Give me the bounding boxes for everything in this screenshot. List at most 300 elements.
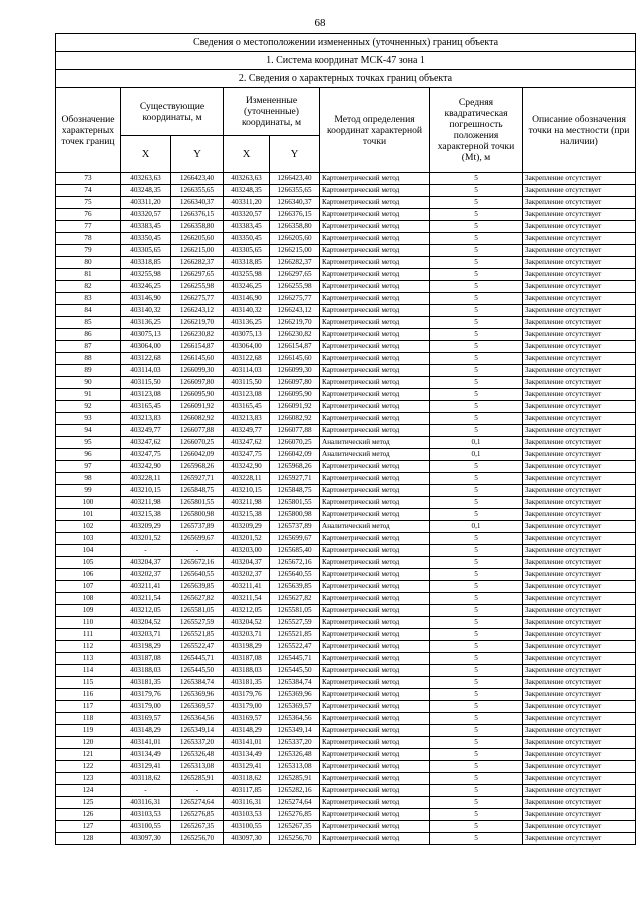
point-id-cell: 107 [56, 581, 121, 593]
updated-x-cell: 403318,85 [224, 257, 270, 269]
accuracy-cell: 5 [430, 761, 523, 773]
accuracy-cell: 5 [430, 245, 523, 257]
description-cell: Закрепление отсутствует [523, 281, 636, 293]
existing-x-cell: 403134,49 [121, 749, 171, 761]
existing-x-cell: 403100,55 [121, 821, 171, 833]
description-cell: Закрепление отсутствует [523, 785, 636, 797]
updated-y-cell: 1265364,56 [270, 713, 320, 725]
existing-y-cell: 1266340,37 [171, 197, 224, 209]
existing-x-cell: 403255,98 [121, 269, 171, 281]
updated-y-cell: 1265801,55 [270, 497, 320, 509]
description-cell: Закрепление отсутствует [523, 809, 636, 821]
method-cell: Картометрический метод [320, 329, 430, 341]
existing-y-cell: 1266091,92 [171, 401, 224, 413]
updated-y-cell: 1265527,59 [270, 617, 320, 629]
method-cell: Картометрический метод [320, 221, 430, 233]
updated-y-cell: 1266042,09 [270, 449, 320, 461]
accuracy-cell: 5 [430, 749, 523, 761]
point-id-cell: 97 [56, 461, 121, 473]
description-cell: Закрепление отсутствует [523, 557, 636, 569]
table-row [56, 821, 636, 833]
point-id-cell: 102 [56, 521, 121, 533]
existing-x-cell: 403248,35 [121, 185, 171, 197]
updated-y-cell: 1266091,92 [270, 401, 320, 413]
point-id-cell: 115 [56, 677, 121, 689]
updated-x-cell: 403350,45 [224, 233, 270, 245]
table-row [56, 593, 636, 605]
table-row [56, 281, 636, 293]
updated-x-cell: 403141,01 [224, 737, 270, 749]
description-cell: Закрепление отсутствует [523, 377, 636, 389]
updated-x-cell: 403129,41 [224, 761, 270, 773]
updated-x-cell: 403215,38 [224, 509, 270, 521]
point-id-cell: 120 [56, 737, 121, 749]
updated-x-cell: 403228,11 [224, 473, 270, 485]
existing-x-cell: 403247,62 [121, 437, 171, 449]
description-cell: Закрепление отсутствует [523, 437, 636, 449]
method-cell: Картометрический метод [320, 509, 430, 521]
method-cell: Картометрический метод [320, 569, 430, 581]
updated-y-cell: 1265445,50 [270, 665, 320, 677]
existing-y-cell: 1266243,12 [171, 305, 224, 317]
description-cell: Закрепление отсутствует [523, 725, 636, 737]
description-cell: Закрепление отсутствует [523, 701, 636, 713]
description-cell: Закрепление отсутствует [523, 317, 636, 329]
point-id-cell: 85 [56, 317, 121, 329]
accuracy-cell: 5 [430, 797, 523, 809]
description-cell: Закрепление отсутствует [523, 449, 636, 461]
updated-y-cell: 1266145,60 [270, 353, 320, 365]
existing-y-cell: 1266230,82 [171, 329, 224, 341]
updated-x-cell: 403242,90 [224, 461, 270, 473]
point-id-cell: 109 [56, 605, 121, 617]
method-cell: Картометрический метод [320, 581, 430, 593]
description-cell: Закрепление отсутствует [523, 653, 636, 665]
description-cell: Закрепление отсутствует [523, 617, 636, 629]
existing-x-cell: 403116,31 [121, 797, 171, 809]
description-cell: Закрепление отсутствует [523, 689, 636, 701]
point-id-cell: 98 [56, 473, 121, 485]
description-cell: Закрепление отсутствует [523, 629, 636, 641]
updated-y-cell: 1265522,47 [270, 641, 320, 653]
method-cell: Картометрический метод [320, 761, 430, 773]
existing-x-cell: 403188,03 [121, 665, 171, 677]
existing-y-cell: 1266255,98 [171, 281, 224, 293]
point-id-cell: 103 [56, 533, 121, 545]
updated-y-cell: 1265639,85 [270, 581, 320, 593]
existing-x-cell: 403305,65 [121, 245, 171, 257]
updated-x-cell: 403122,68 [224, 353, 270, 365]
existing-y-cell: 1266275,77 [171, 293, 224, 305]
accuracy-cell: 5 [430, 533, 523, 545]
point-id-cell: 75 [56, 197, 121, 209]
existing-y-cell: 1265848,75 [171, 485, 224, 497]
existing-y-cell: 1265699,67 [171, 533, 224, 545]
accuracy-cell: 5 [430, 257, 523, 269]
accuracy-cell: 5 [430, 293, 523, 305]
method-cell: Картометрический метод [320, 209, 430, 221]
updated-x-cell: 403305,65 [224, 245, 270, 257]
method-cell: Картометрический метод [320, 317, 430, 329]
method-cell: Картометрический метод [320, 233, 430, 245]
existing-x-cell: 403122,68 [121, 353, 171, 365]
existing-y-cell: 1265445,71 [171, 653, 224, 665]
existing-y-cell: 1265639,85 [171, 581, 224, 593]
method-cell: Картометрический метод [320, 701, 430, 713]
updated-x-cell: 403146,90 [224, 293, 270, 305]
method-cell: Картометрический метод [320, 533, 430, 545]
existing-x-cell: 403165,45 [121, 401, 171, 413]
table-row [56, 653, 636, 665]
col-method-header: Метод определения координат характерной точки [320, 88, 430, 173]
accuracy-cell: 5 [430, 617, 523, 629]
point-id-cell: 93 [56, 413, 121, 425]
point-id-cell: 86 [56, 329, 121, 341]
existing-y-cell: 1266070,25 [171, 437, 224, 449]
updated-x-cell: 403203,71 [224, 629, 270, 641]
method-cell: Картометрический метод [320, 401, 430, 413]
existing-y-cell: 1266297,65 [171, 269, 224, 281]
table-row [56, 629, 636, 641]
point-id-cell: 87 [56, 341, 121, 353]
accuracy-cell: 5 [430, 305, 523, 317]
table-row [56, 701, 636, 713]
table-row [56, 677, 636, 689]
accuracy-cell: 5 [430, 473, 523, 485]
updated-x-cell: 403204,52 [224, 617, 270, 629]
table-row [56, 173, 636, 185]
existing-y-cell: 1265445,50 [171, 665, 224, 677]
existing-y-cell: 1265313,08 [171, 761, 224, 773]
updated-x-cell: 403103,53 [224, 809, 270, 821]
updated-y-cell: 1265737,89 [270, 521, 320, 533]
boundary-points-table [55, 33, 636, 845]
method-cell: Аналитический метод [320, 521, 430, 533]
table-row [56, 293, 636, 305]
existing-x-cell: 403263,63 [121, 173, 171, 185]
existing-y-cell: 1266376,15 [171, 209, 224, 221]
updated-y-cell: 1265256,70 [270, 833, 320, 845]
method-cell: Картометрический метод [320, 545, 430, 557]
updated-x-cell: 403211,98 [224, 497, 270, 509]
accuracy-cell: 5 [430, 317, 523, 329]
accuracy-cell: 5 [430, 809, 523, 821]
accuracy-cell: 5 [430, 605, 523, 617]
updated-y-cell: 1265800,98 [270, 509, 320, 521]
method-cell: Картометрический метод [320, 269, 430, 281]
description-cell: Закрепление отсутствует [523, 521, 636, 533]
table-row [56, 209, 636, 221]
existing-x-cell: 403097,30 [121, 833, 171, 845]
method-cell: Картометрический метод [320, 629, 430, 641]
existing-x-cell: 403179,00 [121, 701, 171, 713]
updated-x-cell: 403118,62 [224, 773, 270, 785]
updated-x-cell: 403255,98 [224, 269, 270, 281]
existing-x-cell: 403187,08 [121, 653, 171, 665]
updated-x-cell: 403179,00 [224, 701, 270, 713]
accuracy-cell: 5 [430, 713, 523, 725]
accuracy-cell: 5 [430, 593, 523, 605]
existing-x-cell: - [121, 785, 171, 797]
table-row [56, 269, 636, 281]
existing-y-cell: 1265369,57 [171, 701, 224, 713]
existing-x-cell: 403204,52 [121, 617, 171, 629]
updated-x-cell: 403097,30 [224, 833, 270, 845]
point-id-cell: 92 [56, 401, 121, 413]
method-cell: Картометрический метод [320, 341, 430, 353]
existing-x-cell: 403383,45 [121, 221, 171, 233]
table-row [56, 497, 636, 509]
method-cell: Картометрический метод [320, 173, 430, 185]
method-cell: Картометрический метод [320, 185, 430, 197]
table-row [56, 689, 636, 701]
existing-y-cell: 1266358,80 [171, 221, 224, 233]
accuracy-cell: 5 [430, 725, 523, 737]
updated-x-cell: 403248,35 [224, 185, 270, 197]
method-cell: Картометрический метод [320, 677, 430, 689]
col-updated-y-header: Y [270, 136, 320, 173]
point-id-cell: 126 [56, 809, 121, 821]
accuracy-cell: 5 [430, 233, 523, 245]
method-cell: Картометрический метод [320, 365, 430, 377]
accuracy-cell: 5 [430, 557, 523, 569]
updated-x-cell: 403212,05 [224, 605, 270, 617]
description-cell: Закрепление отсутствует [523, 209, 636, 221]
col-updated-coords-header: Измененные (уточненные) координаты, м [224, 88, 320, 136]
description-cell: Закрепление отсутствует [523, 761, 636, 773]
accuracy-cell: 5 [430, 365, 523, 377]
description-cell: Закрепление отсутствует [523, 833, 636, 845]
description-cell: Закрепление отсутствует [523, 293, 636, 305]
description-cell: Закрепление отсутствует [523, 353, 636, 365]
table-row [56, 221, 636, 233]
existing-x-cell: 403202,37 [121, 569, 171, 581]
accuracy-cell: 5 [430, 773, 523, 785]
table-row [56, 353, 636, 365]
method-cell: Картометрический метод [320, 833, 430, 845]
table-title: Сведения о местоположении измененных (уточненных) границ объекта [56, 34, 636, 52]
updated-x-cell: 403123,08 [224, 389, 270, 401]
existing-y-cell: 1265274,64 [171, 797, 224, 809]
method-cell: Картометрический метод [320, 245, 430, 257]
description-cell: Закрепление отсутствует [523, 389, 636, 401]
table-row [56, 449, 636, 461]
updated-y-cell: 1265699,67 [270, 533, 320, 545]
col-existing-x-header: X [121, 136, 171, 173]
existing-y-cell: 1265968,26 [171, 461, 224, 473]
existing-y-cell: 1266042,09 [171, 449, 224, 461]
description-cell: Закрепление отсутствует [523, 197, 636, 209]
point-id-cell: 82 [56, 281, 121, 293]
updated-x-cell: 403100,55 [224, 821, 270, 833]
existing-y-cell: 1266097,80 [171, 377, 224, 389]
method-cell: Картометрический метод [320, 461, 430, 473]
existing-y-cell: - [171, 785, 224, 797]
updated-x-cell: 403211,54 [224, 593, 270, 605]
updated-x-cell: 403134,49 [224, 749, 270, 761]
existing-y-cell: 1265527,59 [171, 617, 224, 629]
method-cell: Картометрический метод [320, 665, 430, 677]
updated-y-cell: 1265349,14 [270, 725, 320, 737]
existing-y-cell: 1265581,05 [171, 605, 224, 617]
point-id-cell: 95 [56, 437, 121, 449]
accuracy-cell: 5 [430, 737, 523, 749]
updated-y-cell: 1265267,35 [270, 821, 320, 833]
point-id-cell: 125 [56, 797, 121, 809]
description-cell: Закрепление отсутствует [523, 569, 636, 581]
method-cell: Картометрический метод [320, 353, 430, 365]
method-cell: Картометрический метод [320, 821, 430, 833]
col-description-header: Описание обозначения точки на местности (при наличии) [523, 88, 636, 173]
accuracy-cell: 5 [430, 389, 523, 401]
accuracy-cell: 5 [430, 581, 523, 593]
updated-y-cell: 1266297,65 [270, 269, 320, 281]
table-row [56, 545, 636, 557]
accuracy-cell: 5 [430, 485, 523, 497]
description-cell: Закрепление отсутствует [523, 545, 636, 557]
description-cell: Закрепление отсутствует [523, 677, 636, 689]
point-id-cell: 78 [56, 233, 121, 245]
existing-y-cell: 1266145,60 [171, 353, 224, 365]
method-cell: Картометрический метод [320, 257, 430, 269]
point-id-cell: 124 [56, 785, 121, 797]
points-section-heading: 2. Сведения о характерных точках границ объекта [56, 70, 636, 88]
existing-y-cell: 1265384,74 [171, 677, 224, 689]
table-row [56, 257, 636, 269]
table-row [56, 617, 636, 629]
accuracy-cell: 5 [430, 701, 523, 713]
existing-x-cell: 403148,29 [121, 725, 171, 737]
updated-y-cell: 1266099,30 [270, 365, 320, 377]
updated-y-cell: 1266230,82 [270, 329, 320, 341]
table-row [56, 833, 636, 845]
updated-y-cell: 1265968,26 [270, 461, 320, 473]
updated-y-cell: 1266275,77 [270, 293, 320, 305]
description-cell: Закрепление отсутствует [523, 749, 636, 761]
method-cell: Картометрический метод [320, 497, 430, 509]
updated-y-cell: 1266243,12 [270, 305, 320, 317]
updated-x-cell: 403202,37 [224, 569, 270, 581]
point-id-cell: 83 [56, 293, 121, 305]
point-id-cell: 112 [56, 641, 121, 653]
description-cell: Закрепление отсутствует [523, 425, 636, 437]
accuracy-cell: 5 [430, 173, 523, 185]
existing-x-cell: 403213,83 [121, 413, 171, 425]
existing-y-cell: 1265521,85 [171, 629, 224, 641]
existing-x-cell: 403246,25 [121, 281, 171, 293]
existing-y-cell: 1266355,65 [171, 185, 224, 197]
method-cell: Картометрический метод [320, 425, 430, 437]
table-row [56, 425, 636, 437]
updated-y-cell: 1265282,16 [270, 785, 320, 797]
table-row [56, 521, 636, 533]
existing-y-cell: 1265276,85 [171, 809, 224, 821]
description-cell: Закрепление отсутствует [523, 257, 636, 269]
method-cell: Картометрический метод [320, 605, 430, 617]
point-id-cell: 100 [56, 497, 121, 509]
updated-y-cell: 1266215,00 [270, 245, 320, 257]
accuracy-cell: 5 [430, 269, 523, 281]
point-id-cell: 117 [56, 701, 121, 713]
existing-y-cell: 1266205,60 [171, 233, 224, 245]
updated-y-cell: 1265640,55 [270, 569, 320, 581]
existing-x-cell: 403318,85 [121, 257, 171, 269]
existing-x-cell: 403114,03 [121, 365, 171, 377]
updated-x-cell: 403114,03 [224, 365, 270, 377]
updated-x-cell: 403320,57 [224, 209, 270, 221]
existing-y-cell: 1266082,92 [171, 413, 224, 425]
existing-x-cell: 403103,53 [121, 809, 171, 821]
method-cell: Картометрический метод [320, 389, 430, 401]
accuracy-cell: 5 [430, 281, 523, 293]
updated-x-cell: 403213,83 [224, 413, 270, 425]
existing-y-cell: 1266423,40 [171, 173, 224, 185]
description-cell: Закрепление отсутствует [523, 497, 636, 509]
existing-x-cell: 403249,77 [121, 425, 171, 437]
point-id-cell: 94 [56, 425, 121, 437]
point-id-cell: 127 [56, 821, 121, 833]
existing-y-cell: 1265737,89 [171, 521, 224, 533]
col-existing-coords-header: Существующие координаты, м [121, 88, 224, 136]
table-row [56, 389, 636, 401]
updated-x-cell: 403165,45 [224, 401, 270, 413]
existing-y-cell: 1266077,88 [171, 425, 224, 437]
updated-y-cell: 1266340,37 [270, 197, 320, 209]
updated-y-cell: 1265672,16 [270, 557, 320, 569]
accuracy-cell: 5 [430, 329, 523, 341]
updated-y-cell: 1265326,48 [270, 749, 320, 761]
point-id-cell: 91 [56, 389, 121, 401]
updated-x-cell: 403311,20 [224, 197, 270, 209]
table-row [56, 377, 636, 389]
accuracy-cell: 5 [430, 197, 523, 209]
description-cell: Закрепление отсутствует [523, 461, 636, 473]
method-cell: Картометрический метод [320, 485, 430, 497]
point-id-cell: 89 [56, 365, 121, 377]
accuracy-cell: 5 [430, 497, 523, 509]
existing-y-cell: 1265672,16 [171, 557, 224, 569]
updated-y-cell: 1266095,90 [270, 389, 320, 401]
updated-x-cell: 403249,77 [224, 425, 270, 437]
existing-x-cell: 403179,76 [121, 689, 171, 701]
existing-y-cell: 1266215,00 [171, 245, 224, 257]
accuracy-cell: 5 [430, 377, 523, 389]
description-cell: Закрепление отсутствует [523, 509, 636, 521]
point-id-cell: 79 [56, 245, 121, 257]
description-cell: Закрепление отсутствует [523, 641, 636, 653]
updated-y-cell: 1266082,92 [270, 413, 320, 425]
existing-x-cell: 403136,25 [121, 317, 171, 329]
method-cell: Картометрический метод [320, 473, 430, 485]
point-id-cell: 77 [56, 221, 121, 233]
accuracy-cell: 5 [430, 641, 523, 653]
point-id-cell: 73 [56, 173, 121, 185]
existing-x-cell: 403118,62 [121, 773, 171, 785]
point-id-cell: 128 [56, 833, 121, 845]
col-accuracy-header: Средняя квадратическая погрешность положения характерной точки (Mt), м [430, 88, 523, 173]
accuracy-cell: 5 [430, 545, 523, 557]
updated-x-cell: 403188,03 [224, 665, 270, 677]
updated-y-cell: 1265848,75 [270, 485, 320, 497]
point-id-cell: 104 [56, 545, 121, 557]
coordinate-system-heading: 1. Система координат МСК-47 зона 1 [56, 52, 636, 70]
point-id-cell: 74 [56, 185, 121, 197]
table-row [56, 305, 636, 317]
accuracy-cell: 0,1 [430, 521, 523, 533]
existing-y-cell: 1265326,48 [171, 749, 224, 761]
existing-x-cell: 403064,00 [121, 341, 171, 353]
point-id-cell: 122 [56, 761, 121, 773]
